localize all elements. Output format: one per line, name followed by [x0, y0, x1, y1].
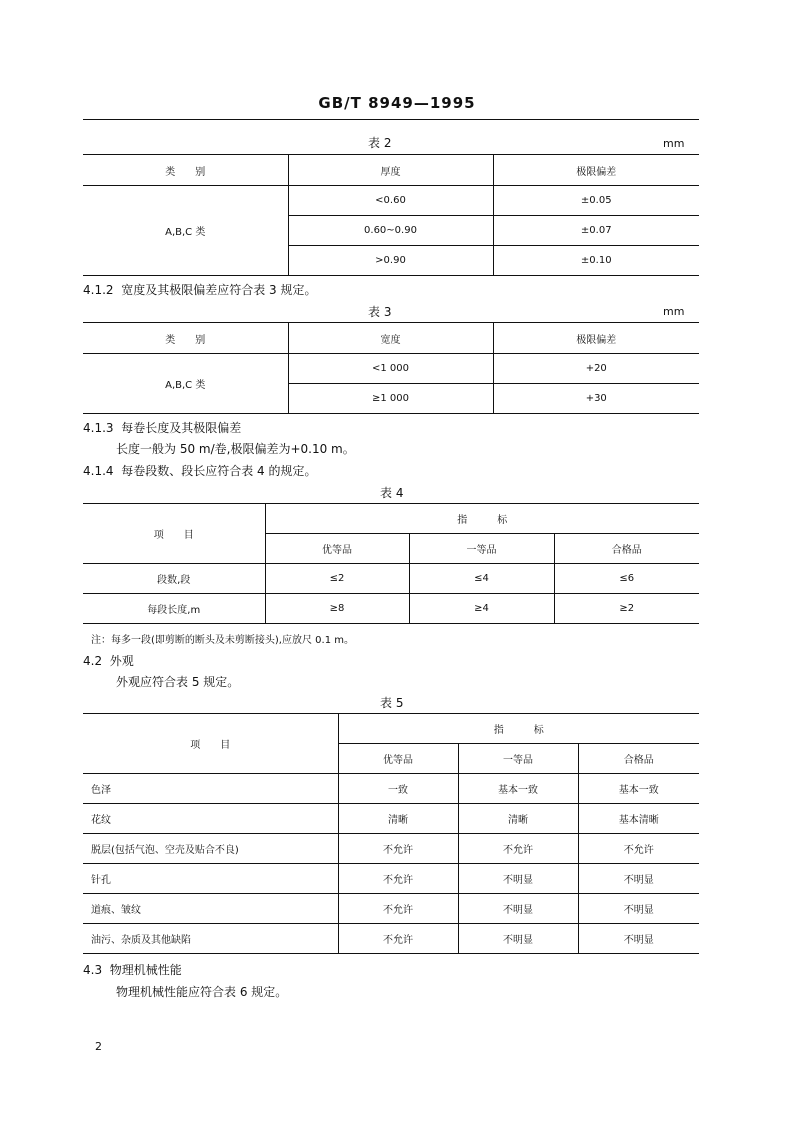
table5-caption: 表 5: [380, 696, 404, 710]
standard-number-header: GB/T 8949—1995: [318, 94, 476, 112]
table-cell: 不明显: [458, 864, 578, 894]
table-row: [83, 594, 699, 624]
table-row: [83, 804, 699, 834]
grade-header-premium: 优等品: [265, 534, 409, 564]
section-text: 每卷段数、段长应符合表 4 的规定。: [121, 464, 317, 478]
table-cell: ≤4: [409, 564, 554, 594]
grade-header-first: 一等品: [409, 534, 554, 564]
table4-note: 注：每多一段(即剪断的断头及未剪断接头),应放尺 0.1 m。: [91, 635, 354, 646]
table-cell: <1 000: [288, 354, 493, 384]
table-row-item: 道痕、皱纹: [83, 894, 338, 924]
section-number: 4.1.2: [83, 283, 114, 297]
table-cell: 不明显: [458, 894, 578, 924]
section-4-2-body: 外观应符合表 5 规定。: [116, 675, 240, 689]
table-cell: 清晰: [458, 804, 578, 834]
table-row-item: 色泽: [83, 774, 338, 804]
table-cell: +20: [493, 354, 699, 384]
table-cell: 不明显: [578, 864, 699, 894]
table-row: [83, 186, 699, 216]
grade-header-premium: 优等品: [338, 744, 458, 774]
table-cell: ±0.07: [493, 216, 699, 246]
table2-header-row: [83, 155, 699, 186]
table-cell: ≥4: [409, 594, 554, 624]
grade-header-first: 一等品: [458, 744, 578, 774]
section-4-1-2: [83, 281, 316, 298]
section-4-3-body: 物理机械性能应符合表 6 规定。: [116, 985, 288, 999]
table2-header-thickness: 厚度: [288, 155, 493, 186]
table3-header-width: 宽度: [288, 323, 493, 354]
table5-item-header: 项 目: [83, 714, 338, 774]
table5: [83, 713, 699, 954]
section-number: 4.1.4: [83, 464, 114, 478]
section-4-2: [83, 652, 134, 669]
section-4-1-3-body: 长度一般为 50 m/卷,极限偏差为+0.10 m。: [116, 442, 355, 456]
table-cell: ≥1 000: [288, 384, 493, 414]
table-cell: 不允许: [458, 834, 578, 864]
table-cell: 不明显: [578, 894, 699, 924]
table-cell: 不明显: [578, 924, 699, 954]
table-row: [83, 924, 699, 954]
page-number: 2: [95, 1040, 102, 1053]
table-row: [83, 354, 699, 384]
table4-caption: 表 4: [380, 486, 404, 500]
table3-caption: 表 3: [368, 305, 392, 319]
table-cell: 不明显: [458, 924, 578, 954]
table4-index-header: 指 标: [265, 504, 699, 534]
section-text: 物理机械性能: [109, 963, 182, 977]
table-cell: ≤6: [554, 564, 699, 594]
table-cell: 不允许: [338, 864, 458, 894]
section-4-1-3: [83, 419, 241, 436]
table-cell: ≥2: [554, 594, 699, 624]
table4-header-row: [83, 504, 699, 534]
table5-index-header: 指 标: [338, 714, 699, 744]
table3-header-tolerance: 极限偏差: [493, 323, 699, 354]
table2-unit: mm: [663, 137, 685, 150]
header-rule: [83, 119, 699, 120]
table2-header-tolerance: 极限偏差: [493, 155, 699, 186]
table-row: [83, 834, 699, 864]
table-cell: 不允许: [338, 924, 458, 954]
table3-unit: mm: [663, 305, 685, 318]
table-cell: >0.90: [288, 246, 493, 276]
table-row: [83, 864, 699, 894]
table-cell: ±0.05: [493, 186, 699, 216]
section-text: 每卷长度及其极限偏差: [121, 421, 242, 435]
section-text: 外观: [109, 654, 134, 668]
table-cell: ≥8: [265, 594, 409, 624]
section-number: 4.3: [83, 963, 103, 977]
section-text: 宽度及其极限偏差应符合表 3 规定。: [121, 283, 317, 297]
table4-item-header: 项 目: [83, 504, 265, 564]
table2: [83, 154, 699, 276]
table-row-item: 油污、杂质及其他缺陷: [83, 924, 338, 954]
table-cell: 0.60~0.90: [288, 216, 493, 246]
table-cell: 不允许: [338, 834, 458, 864]
table3-category-cell: A,B,C 类: [83, 354, 288, 414]
table3-header-category: 类 别: [83, 323, 288, 354]
table-row-item: 脱层(包括气泡、空壳及贴合不良): [83, 834, 338, 864]
table-cell: 基本一致: [578, 774, 699, 804]
table-cell: ±0.10: [493, 246, 699, 276]
table3-header-row: [83, 323, 699, 354]
table-cell: 清晰: [338, 804, 458, 834]
table2-header-category: 类 别: [83, 155, 288, 186]
table5-header-row: [83, 714, 699, 744]
table-row-item: 针孔: [83, 864, 338, 894]
section-4-1-4: [83, 462, 316, 479]
table-cell: 不允许: [338, 894, 458, 924]
grade-header-qualified: 合格品: [578, 744, 699, 774]
table-row: [83, 774, 699, 804]
table-row: [83, 564, 699, 594]
table4: [83, 503, 699, 624]
table-row-item: 每段长度,m: [83, 594, 265, 624]
table-cell: 基本一致: [458, 774, 578, 804]
table-cell: 不允许: [578, 834, 699, 864]
table-cell: +30: [493, 384, 699, 414]
grade-header-qualified: 合格品: [554, 534, 699, 564]
table-row-item: 花纹: [83, 804, 338, 834]
table-cell: 基本清晰: [578, 804, 699, 834]
section-4-3: [83, 961, 182, 978]
table-row: [83, 894, 699, 924]
table-cell: 一致: [338, 774, 458, 804]
table-cell: <0.60: [288, 186, 493, 216]
section-number: 4.1.3: [83, 421, 114, 435]
table3: [83, 322, 699, 414]
table2-caption: 表 2: [368, 136, 392, 150]
section-number: 4.2: [83, 654, 103, 668]
table-row-item: 段数,段: [83, 564, 265, 594]
table2-category-cell: A,B,C 类: [83, 186, 288, 276]
table-cell: ≤2: [265, 564, 409, 594]
